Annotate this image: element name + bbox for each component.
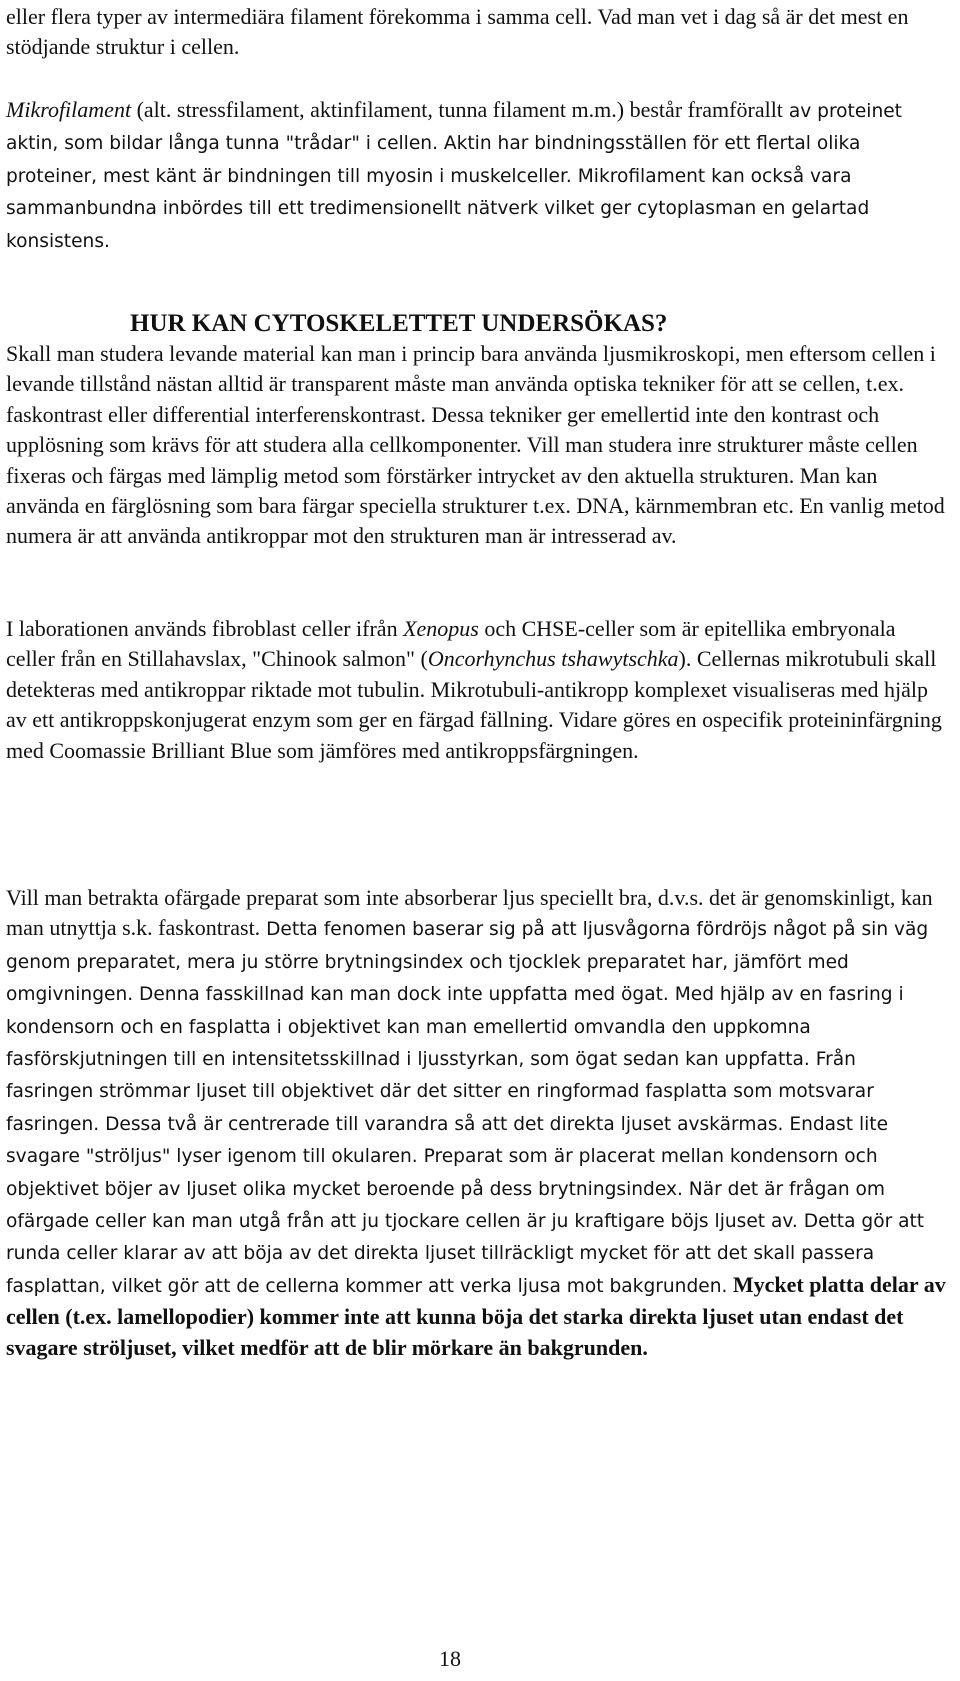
paragraph-2-rest-serif: består framförallt	[624, 97, 783, 122]
term-mikrofilament: Mikrofilament	[6, 97, 132, 122]
page-number: 18	[439, 1646, 461, 1671]
paragraph-1-text: eller flera typer av intermediära filament förekomma i samma cell. Vad man vet i dag så är det mest en stödjande struktur i cellen.	[6, 4, 909, 60]
paragraph-microfilament	[6, 95, 948, 257]
species-oncorhynchus: Oncorhynchus tshawytschka	[427, 646, 679, 672]
species-xenopus: Xenopus	[403, 616, 479, 641]
paragraph-microscopy	[6, 339, 948, 552]
paragraph-intermediate-filament	[6, 2, 948, 63]
paragraph-3-text: Skall man studera levande material kan man i princip bara använda ljusmikroskopi, men eftersom cellen i levande tillstånd nästan alltid är transparent måste man använda optiska tekniker för att se cellen, t.ex. faskontrast eller differential interferenskontrast. Dessa tekniker ger emellertid inte den kontrast och upplösning som krävs för att studera alla cellkomponenter. Vill man studera inre strukturer måste cellen fixeras och färgas med lämplig metod som förstärker intrycket av den aktuella strukturen. Man kan använda en färglösning som bara färgar speciella strukturer t.ex. DNA, kärnmembran etc. En vanlig metod numera är att använda antikroppar mot den strukturen man är intresserad av.	[6, 341, 945, 549]
section-heading: HUR KAN CYTOSKELETTET UNDERSÖKAS?	[130, 310, 668, 337]
paragraph-4-part-1: I laborationen används fibroblast celler ifrån	[6, 616, 404, 641]
paragraph-laboratory	[6, 614, 948, 766]
paragraph-2-intro: (alt. stressfilament, aktinfilament, tunna filament m.m.)	[131, 97, 625, 122]
paragraph-phase-contrast	[6, 883, 948, 1363]
paragraph-4-part-2: och CHSE-celler som är epitellika embryonala celler från en Stillahavslax, "Chinook salmon" (	[6, 616, 896, 672]
paragraph-5-sans: Detta fenomen baserar sig på att ljusvågorna fördröjs något på sin väg genom preparatet, mera ju större brytningsindex och tjocklek preparatet har, jämfört med omgivningen. Denna fasskillnad kan man dock inte uppfatta med ögat. Med hjälp av en fasring i kondensorn och en fasplatta i objektivet kan man emellertid omvandla den uppkomna fasförskjutningen till en intensitetsskillnad i ljusstyrkan, som ögat sedan kan uppfatta. Från fasringen strömmar ljuset till objektivet där det sitter en ringformad fasplatta som motsvarar fasringen. Dessa två är centrerade till varandra så att det direkta ljuset avskärmas. Endast lite svagare "ströljus" lyser igenom till okularen. Preparat som är placerat mellan kondensorn och objektivet böjer av ljuset olika mycket beroende på dess brytningsindex. När det är frågan om ofärgade celler kan man utgå från att ju tjockare cellen är ju kraftigare böjs ljuset av. Detta gör att runda celler klarar av att böja av det direkta ljuset tillräckligt mycket för att det skall passera fasplattan, vilket gör att de cellerna kommer att verka ljusa mot bakgrunden.	[6, 919, 929, 1297]
paragraph-2-rest-sans: av proteinet aktin, som bildar långa tunna "trådar" i cellen. Aktin har bindningsställen för ett flertal olika proteiner, mest känt är bindningen till myosin i muskelceller. Mikrofilament kan också vara sammanbundna inbördes till ett tredimensionellt nätverk vilket ger cytoplasman en gelartad konsistens.	[6, 101, 902, 252]
paragraph-5-bold: Mycket platta delar av cellen (t.ex. lamellopodier) kommer inte att kunna böja det starka direkta ljuset utan endast det svagare ströljuset, vilket medför att de blir mörkare än bakgrunden.	[6, 1271, 946, 1360]
paragraph-4-part-3: ). Cellernas mikrotubuli skall detekteras med antikroppar riktade mot tubulin. Mikrotubuli-antikropp komplexet visualiseras med hjälp av ett antikroppskonjugerat enzym som ger en färgad fällning. Vidare göres en ospecifik proteininfärgning med Coomassie Brilliant Blue som jämföres med antikroppsfärgningen.	[6, 646, 942, 763]
paragraph-5-serif: Vill man betrakta ofärgade preparat som inte absorberar ljus speciellt bra, d.v.s. det är genomskinligt, kan man utnyttja s.k. faskontrast.	[6, 885, 933, 941]
